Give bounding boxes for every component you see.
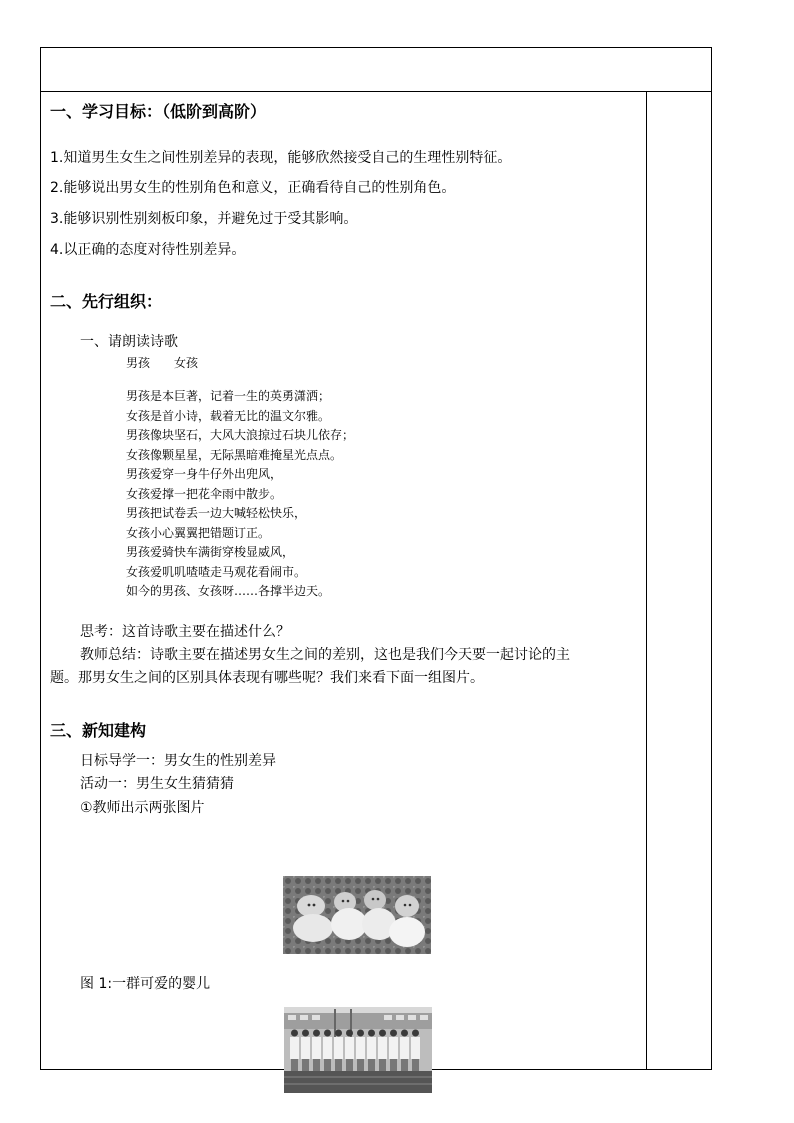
objective-item-3: 3.能够识别性别刻板印象，并避免过于受其影响。 [50, 211, 358, 227]
lesson-table [40, 47, 712, 1070]
table-header-row [41, 48, 711, 92]
poem-line: 如今的男孩、女孩呀……各撑半边天。 [126, 584, 331, 598]
poem-line: 女孩爱叽叽喳喳走马观花看闹市。 [126, 564, 307, 579]
step-show-pictures: ①教师出示两张图片 [80, 800, 205, 816]
figure-1-caption: 图 1:一群可爱的婴儿 [80, 976, 211, 992]
teacher-summary-line-2: 题。那男女生之间的区别具体表现有哪些呢？我们来看下面一组图片。 [50, 670, 484, 686]
poem-line: 女孩小心翼翼把错题订正。 [126, 525, 271, 540]
section-heading-advance-organizer: 二、先行组织： [50, 292, 163, 311]
side-column-divider [646, 91, 647, 1069]
poem-line: 女孩是首小诗，载着无比的温文尔雅。 [126, 408, 331, 423]
poem-line: 男孩像块坚石，大风大浪掠过石块儿依存； [126, 428, 355, 442]
poem-body [126, 387, 354, 602]
poem-line: 女孩爱撑一把花伞雨中散步。 [126, 486, 283, 501]
objective-item-4: 4.以正确的态度对待性别差异。 [50, 242, 246, 258]
poem-title: 男孩 女孩 [126, 356, 199, 370]
activity-1: 活动一：男生女生猜猜猜 [80, 776, 234, 792]
main-content-cell [41, 91, 645, 1069]
babies-photo [283, 876, 431, 954]
learning-goal-1: 日标导学一：男女生的性别差异 [80, 753, 276, 769]
poem-line: 男孩是本巨著，记着一生的英勇潇洒； [126, 389, 331, 403]
poem-line: 男孩爱穿一身牛仔外出兜风， [126, 467, 283, 481]
section-heading-objectives: 一、学习目标：（低阶到高阶） [50, 102, 267, 121]
poem-instruction: 一、请朗读诗歌 [80, 334, 178, 350]
objective-item-1: 1.知道男生女生之间性别差异的表现，能够欣然接受自己的生理性别特征。 [50, 150, 512, 166]
think-question: 思考：这首诗歌主要在描述什么？ [80, 624, 290, 640]
objective-item-2: 2.能够说出男女生的性别角色和意义，正确看待自己的性别角色。 [50, 180, 456, 196]
teacher-summary-line-1: 教师总结：诗歌主要在描述男女生之间的差别，这也是我们今天要一起讨论的主 [80, 647, 570, 663]
students-group-photo [284, 1007, 432, 1093]
poem-line: 女孩像颗星星，无际黑暗难掩星光点点。 [126, 447, 343, 462]
poem-line: 男孩把试卷丢一边大喊轻松快乐， [126, 506, 307, 520]
poem-line: 男孩爱骑快车满街穿梭显威风， [126, 545, 295, 559]
section-heading-new-knowledge: 三、新知建构 [50, 721, 147, 740]
